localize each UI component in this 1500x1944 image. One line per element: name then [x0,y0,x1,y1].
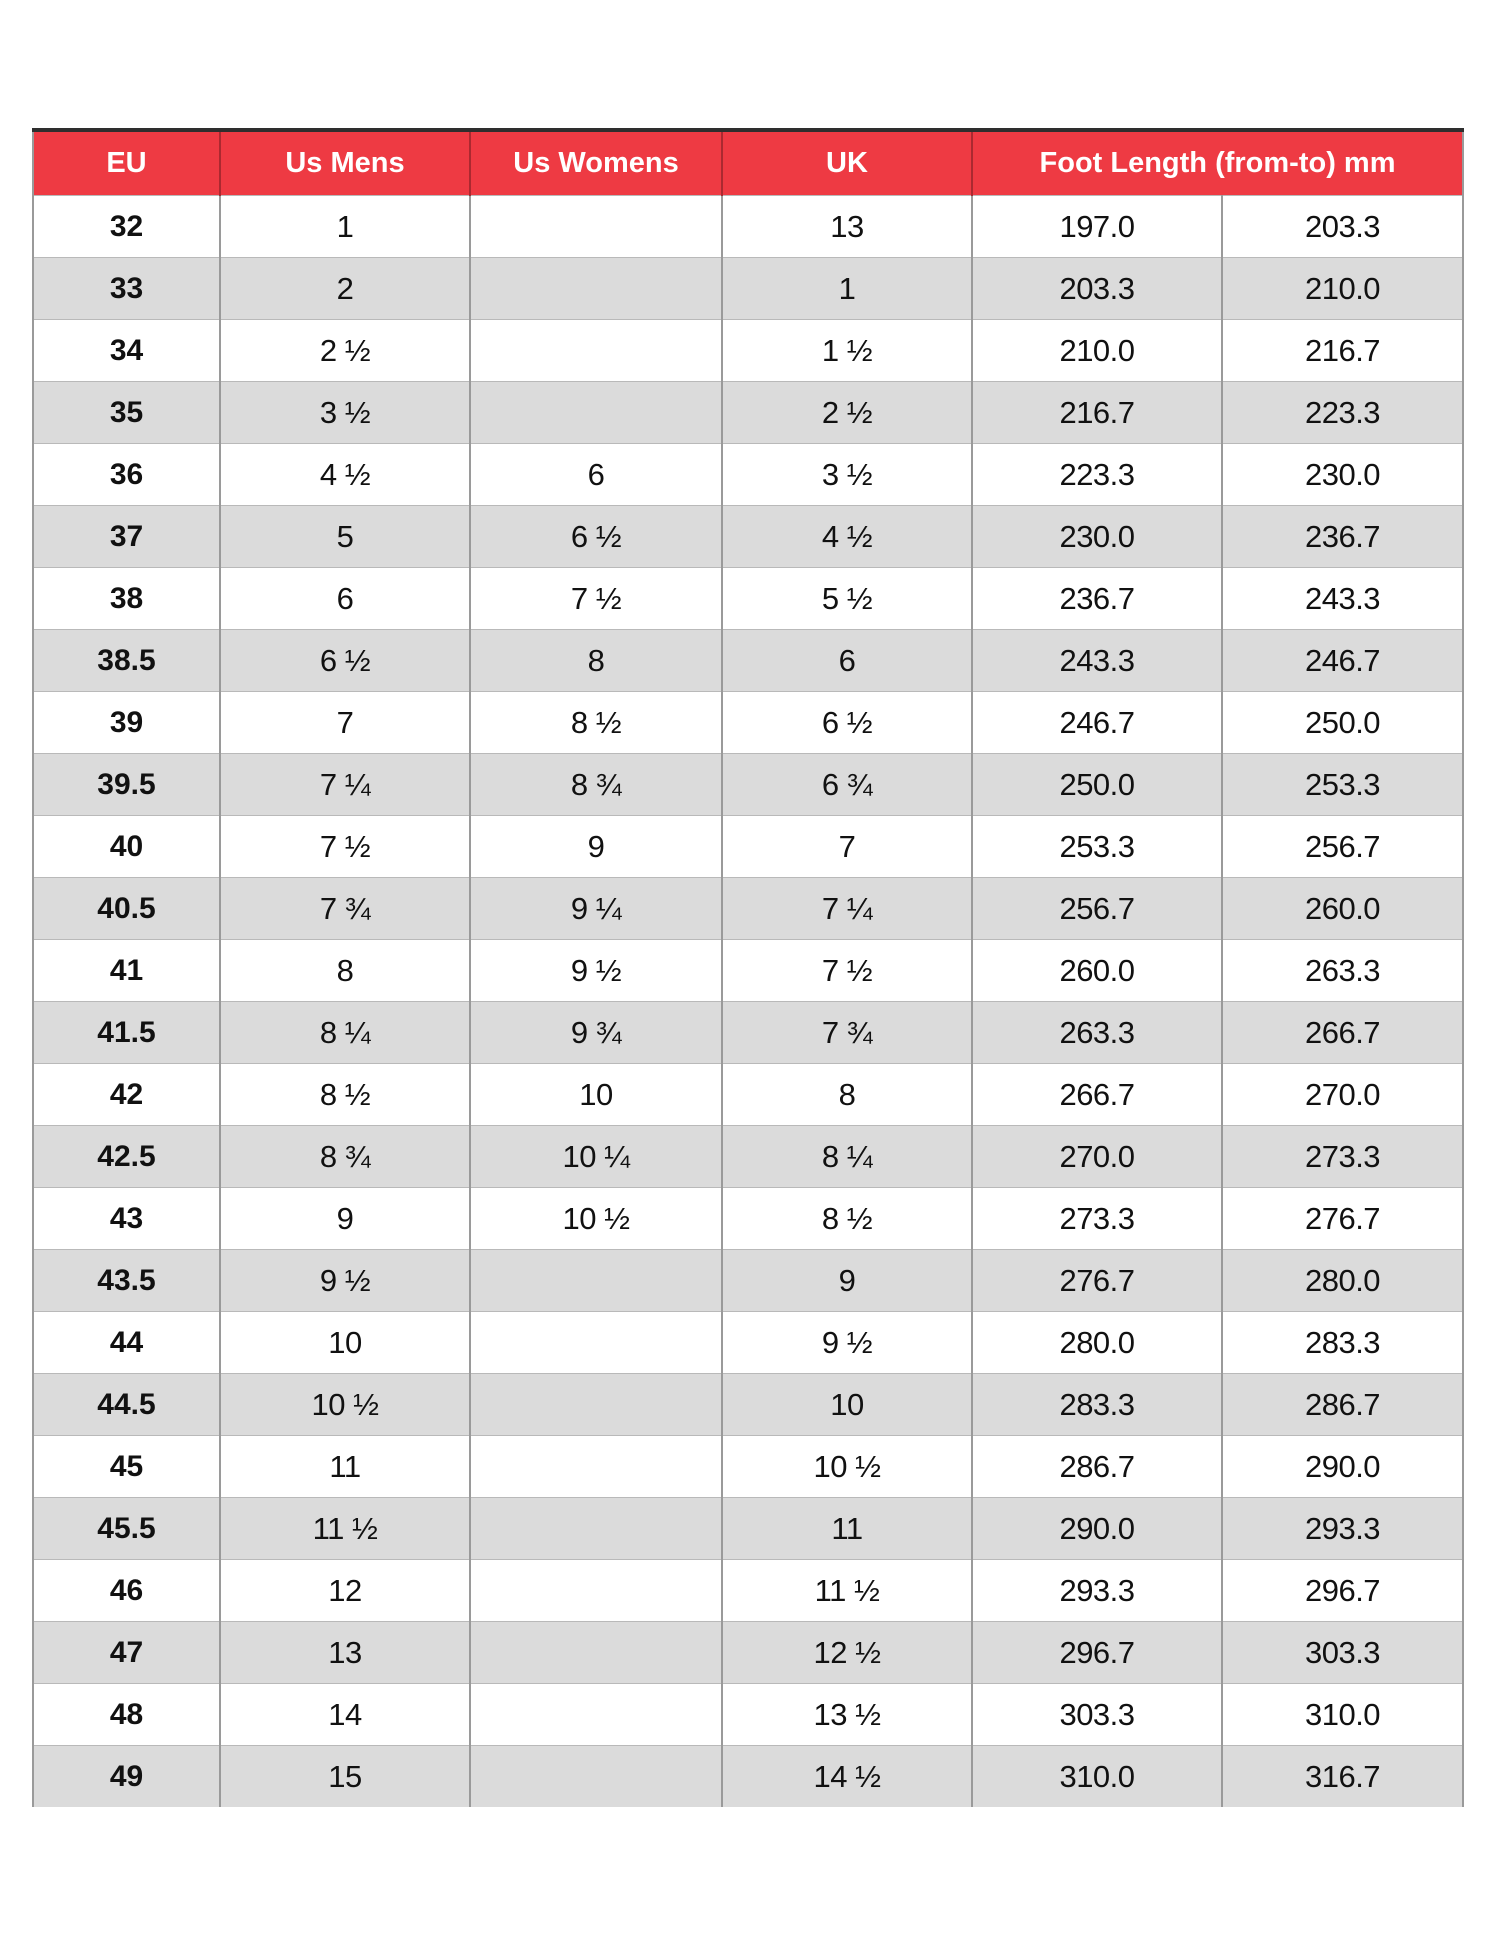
eu-cell: 39 [33,692,220,754]
foot-from-cell: 203.3 [972,258,1222,320]
foot-to-cell: 246.7 [1222,630,1463,692]
us-womens-cell: 9 ¼ [470,878,722,940]
foot-to-cell: 316.7 [1222,1746,1463,1808]
uk-cell: 2 ½ [722,382,972,444]
table-row [33,258,1463,320]
us-mens-cell: 7 [220,692,470,754]
table-row [33,754,1463,816]
table-row [33,692,1463,754]
us-mens-cell: 4 ½ [220,444,470,506]
foot-to-cell: 276.7 [1222,1188,1463,1250]
us-womens-cell: 6 [470,444,722,506]
us-mens-cell: 11 ½ [220,1498,470,1560]
eu-cell: 44 [33,1312,220,1374]
us-womens-cell: 8 [470,630,722,692]
us-womens-cell [470,1312,722,1374]
us-womens-cell [470,258,722,320]
table-row [33,1126,1463,1188]
foot-to-cell: 203.3 [1222,196,1463,258]
foot-from-cell: 243.3 [972,630,1222,692]
foot-to-cell: 216.7 [1222,320,1463,382]
foot-to-cell: 256.7 [1222,816,1463,878]
us-mens-cell: 11 [220,1436,470,1498]
header-foot-length: Foot Length (from-to) mm [972,130,1463,196]
foot-from-cell: 260.0 [972,940,1222,1002]
foot-from-cell: 197.0 [972,196,1222,258]
us-womens-cell: 10 [470,1064,722,1126]
us-mens-cell: 10 ½ [220,1374,470,1436]
eu-cell: 42 [33,1064,220,1126]
us-womens-cell [470,1560,722,1622]
foot-to-cell: 293.3 [1222,1498,1463,1560]
us-mens-cell: 7 ¼ [220,754,470,816]
table-row [33,506,1463,568]
us-womens-cell [470,1746,722,1808]
us-mens-cell: 13 [220,1622,470,1684]
uk-cell: 9 ½ [722,1312,972,1374]
uk-cell: 8 [722,1064,972,1126]
us-womens-cell [470,1250,722,1312]
table-row [33,1250,1463,1312]
table-row [33,1560,1463,1622]
foot-to-cell: 280.0 [1222,1250,1463,1312]
foot-to-cell: 250.0 [1222,692,1463,754]
header-us-womens: Us Womens [470,130,722,196]
us-mens-cell: 7 ½ [220,816,470,878]
uk-cell: 7 [722,816,972,878]
foot-to-cell: 290.0 [1222,1436,1463,1498]
eu-cell: 38 [33,568,220,630]
foot-to-cell: 253.3 [1222,754,1463,816]
table-row [33,1622,1463,1684]
us-womens-cell: 9 [470,816,722,878]
uk-cell: 3 ½ [722,444,972,506]
table-row [33,1002,1463,1064]
us-womens-cell [470,1498,722,1560]
foot-from-cell: 283.3 [972,1374,1222,1436]
uk-cell: 10 [722,1374,972,1436]
eu-cell: 34 [33,320,220,382]
uk-cell: 4 ½ [722,506,972,568]
eu-cell: 32 [33,196,220,258]
us-womens-cell: 8 ¾ [470,754,722,816]
uk-cell: 11 ½ [722,1560,972,1622]
us-mens-cell: 2 ½ [220,320,470,382]
foot-from-cell: 236.7 [972,568,1222,630]
uk-cell: 8 ½ [722,1188,972,1250]
eu-cell: 35 [33,382,220,444]
shoe-size-table [32,128,1464,1807]
uk-cell: 9 [722,1250,972,1312]
eu-cell: 40 [33,816,220,878]
us-womens-cell: 7 ½ [470,568,722,630]
size-table-body [33,196,1463,1808]
table-row [33,630,1463,692]
us-womens-cell: 9 ¾ [470,1002,722,1064]
foot-to-cell: 296.7 [1222,1560,1463,1622]
foot-from-cell: 280.0 [972,1312,1222,1374]
foot-to-cell: 310.0 [1222,1684,1463,1746]
us-womens-cell [470,1374,722,1436]
uk-cell: 8 ¼ [722,1126,972,1188]
us-womens-cell: 8 ½ [470,692,722,754]
us-womens-cell: 9 ½ [470,940,722,1002]
table-row [33,878,1463,940]
eu-cell: 41.5 [33,1002,220,1064]
foot-from-cell: 210.0 [972,320,1222,382]
us-mens-cell: 14 [220,1684,470,1746]
foot-from-cell: 253.3 [972,816,1222,878]
foot-from-cell: 246.7 [972,692,1222,754]
uk-cell: 12 ½ [722,1622,972,1684]
table-row [33,1188,1463,1250]
uk-cell: 11 [722,1498,972,1560]
foot-to-cell: 236.7 [1222,506,1463,568]
eu-cell: 45.5 [33,1498,220,1560]
eu-cell: 41 [33,940,220,1002]
foot-from-cell: 286.7 [972,1436,1222,1498]
table-row [33,1436,1463,1498]
eu-cell: 45 [33,1436,220,1498]
foot-from-cell: 310.0 [972,1746,1222,1808]
us-mens-cell: 10 [220,1312,470,1374]
foot-from-cell: 216.7 [972,382,1222,444]
foot-from-cell: 276.7 [972,1250,1222,1312]
foot-from-cell: 290.0 [972,1498,1222,1560]
uk-cell: 10 ½ [722,1436,972,1498]
table-row [33,320,1463,382]
header-eu: EU [33,130,220,196]
us-womens-cell [470,196,722,258]
table-row [33,568,1463,630]
us-mens-cell: 9 [220,1188,470,1250]
table-row [33,1064,1463,1126]
us-mens-cell: 9 ½ [220,1250,470,1312]
table-row [33,940,1463,1002]
uk-cell: 1 ½ [722,320,972,382]
header-us-mens: Us Mens [220,130,470,196]
eu-cell: 44.5 [33,1374,220,1436]
foot-to-cell: 263.3 [1222,940,1463,1002]
foot-from-cell: 250.0 [972,754,1222,816]
eu-cell: 42.5 [33,1126,220,1188]
foot-from-cell: 223.3 [972,444,1222,506]
eu-cell: 43 [33,1188,220,1250]
uk-cell: 13 [722,196,972,258]
us-mens-cell: 2 [220,258,470,320]
foot-from-cell: 270.0 [972,1126,1222,1188]
us-womens-cell [470,320,722,382]
uk-cell: 7 ¾ [722,1002,972,1064]
foot-to-cell: 223.3 [1222,382,1463,444]
us-mens-cell: 1 [220,196,470,258]
foot-from-cell: 303.3 [972,1684,1222,1746]
table-row [33,1312,1463,1374]
us-mens-cell: 6 [220,568,470,630]
uk-cell: 5 ½ [722,568,972,630]
eu-cell: 49 [33,1746,220,1808]
foot-from-cell: 273.3 [972,1188,1222,1250]
us-mens-cell: 6 ½ [220,630,470,692]
us-womens-cell [470,1684,722,1746]
eu-cell: 39.5 [33,754,220,816]
table-row [33,1374,1463,1436]
table-row [33,382,1463,444]
table-row [33,1498,1463,1560]
table-row [33,1746,1463,1808]
eu-cell: 43.5 [33,1250,220,1312]
uk-cell: 1 [722,258,972,320]
us-mens-cell: 15 [220,1746,470,1808]
eu-cell: 40.5 [33,878,220,940]
table-row [33,816,1463,878]
us-womens-cell: 6 ½ [470,506,722,568]
uk-cell: 13 ½ [722,1684,972,1746]
eu-cell: 48 [33,1684,220,1746]
table-header [33,130,1463,196]
us-womens-cell: 10 ½ [470,1188,722,1250]
us-womens-cell [470,382,722,444]
eu-cell: 36 [33,444,220,506]
us-mens-cell: 8 ¼ [220,1002,470,1064]
eu-cell: 37 [33,506,220,568]
us-mens-cell: 8 ¾ [220,1126,470,1188]
foot-to-cell: 303.3 [1222,1622,1463,1684]
foot-to-cell: 260.0 [1222,878,1463,940]
header-row [33,130,1463,196]
foot-to-cell: 266.7 [1222,1002,1463,1064]
uk-cell: 14 ½ [722,1746,972,1808]
foot-from-cell: 256.7 [972,878,1222,940]
us-womens-cell: 10 ¼ [470,1126,722,1188]
eu-cell: 38.5 [33,630,220,692]
foot-to-cell: 270.0 [1222,1064,1463,1126]
foot-from-cell: 296.7 [972,1622,1222,1684]
uk-cell: 6 ¾ [722,754,972,816]
uk-cell: 6 [722,630,972,692]
foot-to-cell: 210.0 [1222,258,1463,320]
table-row [33,1684,1463,1746]
foot-to-cell: 286.7 [1222,1374,1463,1436]
foot-from-cell: 263.3 [972,1002,1222,1064]
eu-cell: 33 [33,258,220,320]
eu-cell: 46 [33,1560,220,1622]
us-mens-cell: 3 ½ [220,382,470,444]
header-uk: UK [722,130,972,196]
foot-from-cell: 293.3 [972,1560,1222,1622]
eu-cell: 47 [33,1622,220,1684]
table-row [33,444,1463,506]
table-row [33,196,1463,258]
foot-to-cell: 243.3 [1222,568,1463,630]
us-mens-cell: 7 ¾ [220,878,470,940]
us-womens-cell [470,1622,722,1684]
us-mens-cell: 8 ½ [220,1064,470,1126]
us-mens-cell: 5 [220,506,470,568]
us-mens-cell: 12 [220,1560,470,1622]
foot-to-cell: 273.3 [1222,1126,1463,1188]
us-mens-cell: 8 [220,940,470,1002]
uk-cell: 7 ½ [722,940,972,1002]
us-womens-cell [470,1436,722,1498]
foot-from-cell: 266.7 [972,1064,1222,1126]
uk-cell: 6 ½ [722,692,972,754]
foot-from-cell: 230.0 [972,506,1222,568]
uk-cell: 7 ¼ [722,878,972,940]
foot-to-cell: 230.0 [1222,444,1463,506]
foot-to-cell: 283.3 [1222,1312,1463,1374]
